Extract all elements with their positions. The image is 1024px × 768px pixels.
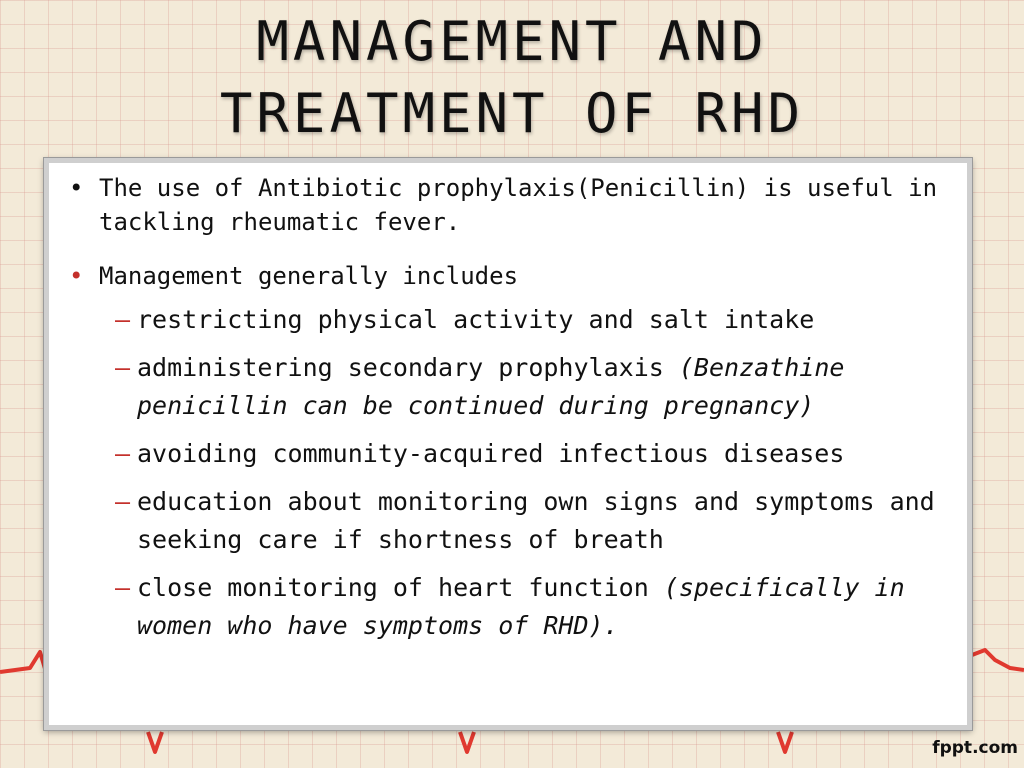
sub-item-text: close monitoring of heart function [137, 573, 664, 602]
sub-item-monitoring [59, 569, 957, 645]
sub-item-text: education about monitoring own signs and symptoms and seeking care if shortness of breath [137, 487, 935, 554]
bullet-management [59, 259, 957, 293]
bullet-text: Management generally includes [99, 262, 519, 290]
sub-item-text: restricting physical activity and salt intake [137, 305, 815, 334]
sub-item-text: administering secondary prophylaxis [137, 353, 679, 382]
fppt-logo: fppt.com [932, 738, 1018, 758]
bullet-list [59, 171, 957, 655]
sub-item-text: avoiding community-acquired infectious diseases [137, 439, 845, 468]
slide-title [0, 6, 1024, 150]
bullet-dot-icon: • [69, 262, 84, 290]
sub-item-italic-note: (Benzathine penicillin can be continued during pregnancy) [137, 353, 845, 420]
dash-icon: – [115, 439, 131, 468]
bullet-dot-icon: • [69, 174, 84, 202]
management-sub-list [59, 301, 957, 645]
sub-item-education [59, 483, 957, 559]
bullet-antibiotic-prophylaxis [59, 171, 957, 239]
sub-item-prophylaxis [59, 349, 957, 425]
slide-title-line-2: TREATMENT OF RHD [219, 82, 805, 145]
dash-icon: – [115, 487, 131, 516]
sub-item-avoiding [59, 435, 957, 473]
content-card [44, 158, 972, 730]
dash-icon: – [115, 573, 131, 602]
slide-title-line-1: MANAGEMENT AND [256, 10, 768, 73]
sub-item-italic-note: (specifically in women who have symptoms of RHD). [137, 573, 905, 640]
dash-icon: – [115, 353, 131, 382]
sub-item-restricting [59, 301, 957, 339]
bullet-text: The use of Antibiotic prophylaxis(Penicillin) is useful in tackling rheumatic fever. [99, 174, 938, 236]
dash-icon: – [115, 305, 131, 334]
